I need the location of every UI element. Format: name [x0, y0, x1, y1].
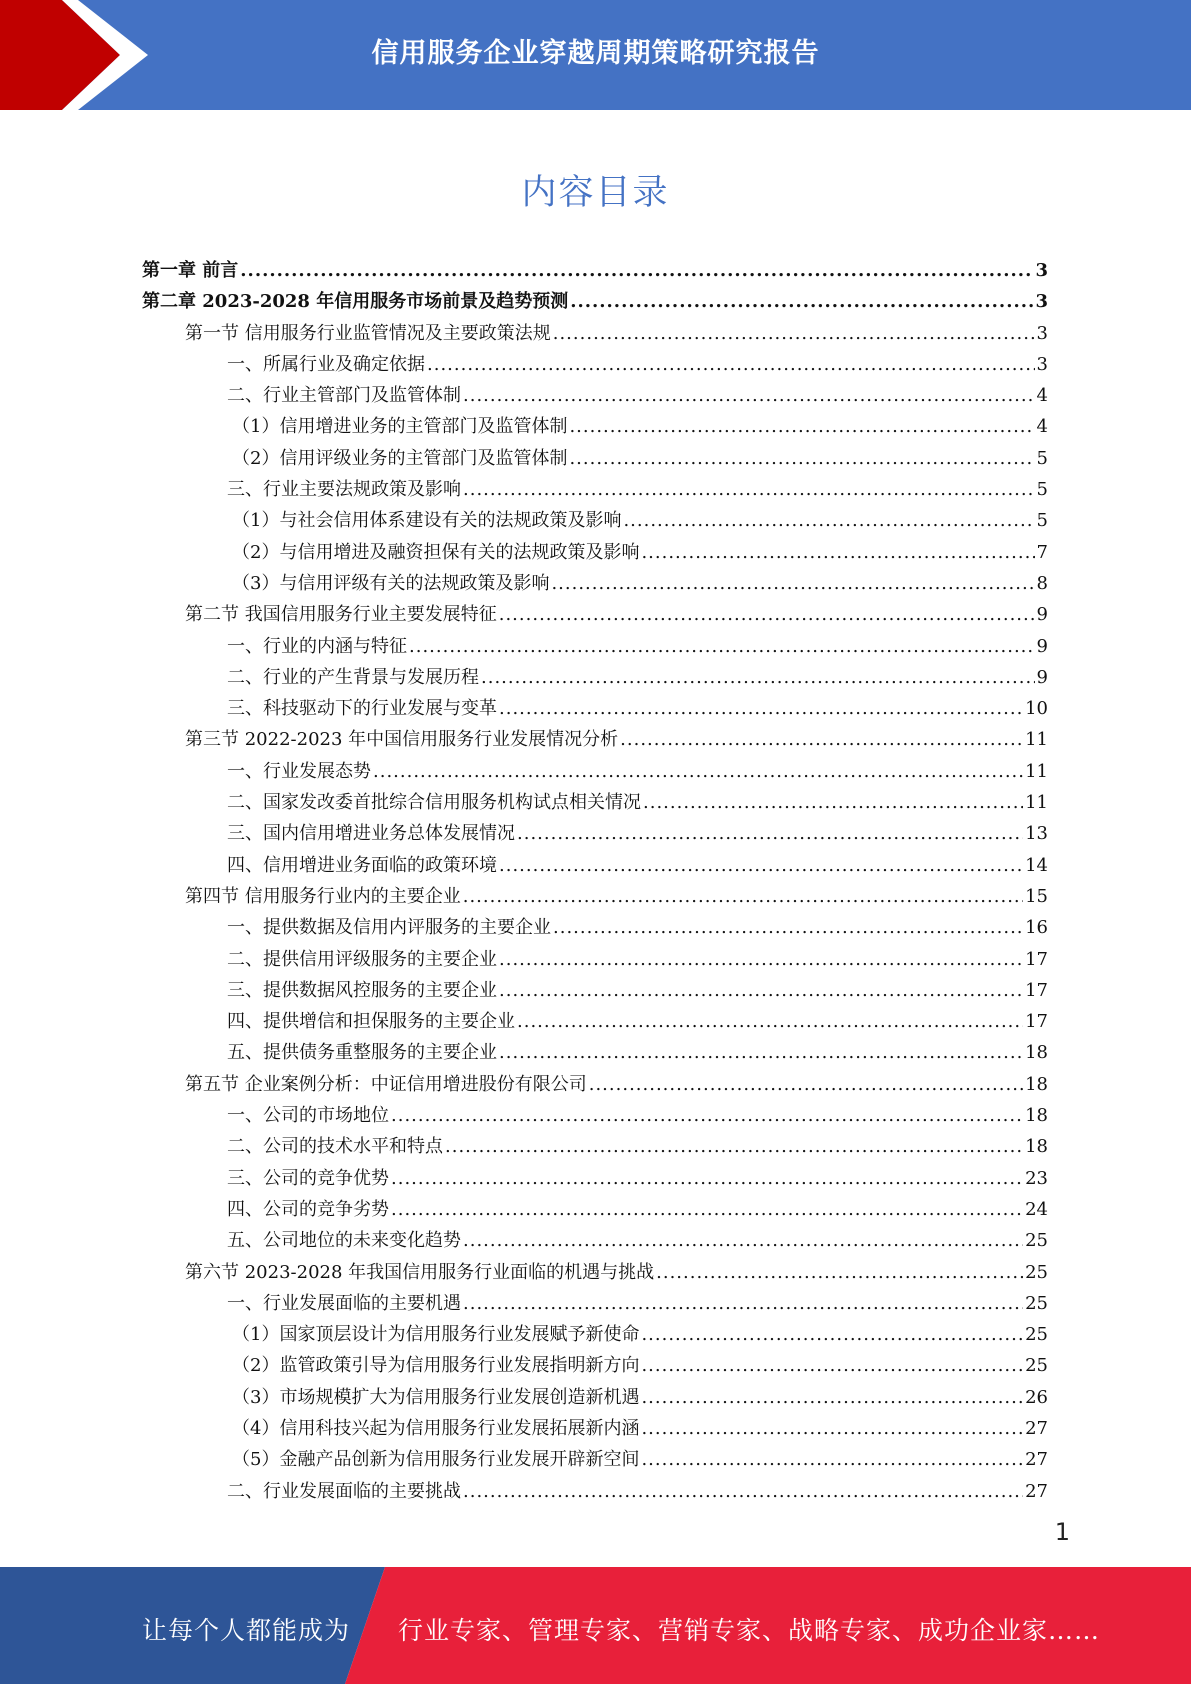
toc-entry-title: 第三节 2022-2023 年中国信用服务行业发展情况分析 — [185, 729, 619, 751]
footer-band — [0, 1567, 1191, 1684]
toc-leader-dots — [643, 787, 1023, 818]
table-of-contents — [142, 255, 1048, 1507]
toc-entry[interactable] — [142, 568, 1048, 599]
toc-entry-page: 3 — [1036, 353, 1048, 375]
toc-entry-title: 一、公司的市场地位 — [227, 1105, 389, 1127]
toc-leader-dots — [499, 599, 1035, 630]
toc-entry-title: 二、行业发展面临的主要挑战 — [227, 1480, 461, 1502]
toc-entry[interactable] — [142, 1100, 1048, 1131]
toc-entry[interactable] — [142, 443, 1048, 474]
toc-entry-page: 4 — [1036, 385, 1048, 407]
toc-entry[interactable] — [142, 944, 1048, 975]
toc-entry[interactable] — [142, 1131, 1048, 1162]
toc-entry-page: 11 — [1025, 792, 1048, 814]
toc-entry-title: 第四节 信用服务行业内的主要企业 — [185, 885, 461, 907]
toc-entry-page: 25 — [1025, 1355, 1048, 1377]
page-number: 1 — [1054, 1518, 1070, 1546]
toc-entry-page: 18 — [1025, 1073, 1048, 1095]
toc-entry[interactable] — [142, 349, 1048, 380]
toc-leader-dots — [641, 1350, 1023, 1381]
toc-entry[interactable] — [142, 1225, 1048, 1256]
toc-entry-page: 11 — [1025, 729, 1048, 751]
toc-entry[interactable] — [142, 380, 1048, 411]
toc-entry[interactable] — [142, 1257, 1048, 1288]
toc-entry-title: 四、信用增进业务面临的政策环境 — [227, 854, 497, 876]
toc-entry-page: 25 — [1025, 1230, 1048, 1252]
toc-leader-dots — [589, 1069, 1023, 1100]
toc-entry[interactable] — [142, 537, 1048, 568]
toc-entry-page: 25 — [1025, 1324, 1048, 1346]
toc-entry-title: 三、提供数据风控服务的主要企业 — [227, 979, 497, 1001]
toc-leader-dots — [641, 1319, 1023, 1350]
toc-entry-page: 9 — [1036, 604, 1048, 626]
toc-entry-title: 五、公司地位的未来变化趋势 — [227, 1230, 461, 1252]
toc-entry[interactable] — [142, 1037, 1048, 1068]
toc-leader-dots — [391, 1100, 1023, 1131]
toc-leader-dots — [517, 1006, 1023, 1037]
toc-entry-title: 一、行业的内涵与特征 — [227, 635, 407, 657]
toc-leader-dots — [656, 1257, 1023, 1288]
footer-slogan-left: 让每个人都能成为 — [142, 1616, 351, 1645]
toc-entry-page: 25 — [1025, 1261, 1048, 1283]
toc-entry[interactable] — [142, 1444, 1048, 1475]
toc-entry-title: 第六节 2023-2028 年我国信用服务行业面临的机遇与挑战 — [185, 1261, 655, 1283]
toc-entry-title: （2）与信用增进及融资担保有关的法规政策及影响 — [232, 541, 640, 563]
toc-leader-dots — [499, 1037, 1023, 1068]
toc-leader-dots — [499, 693, 1023, 724]
toc-leader-dots — [499, 944, 1023, 975]
toc-entry-title: 三、公司的竞争优势 — [227, 1167, 389, 1189]
toc-leader-dots — [569, 411, 1034, 442]
toc-entry[interactable] — [142, 631, 1048, 662]
toc-entry-page: 23 — [1025, 1167, 1048, 1189]
toc-leader-dots — [391, 1163, 1023, 1194]
toc-leader-dots — [641, 1413, 1023, 1444]
toc-entry-title: 四、提供增信和担保服务的主要企业 — [227, 1011, 515, 1033]
toc-entry-title: （1）国家顶层设计为信用服务行业发展赋予新使命 — [232, 1324, 640, 1346]
toc-entry-page: 17 — [1025, 1011, 1048, 1033]
toc-entry[interactable] — [142, 1319, 1048, 1350]
toc-entry-page: 7 — [1036, 541, 1048, 563]
toc-leader-dots — [240, 255, 1033, 286]
toc-leader-dots — [445, 1131, 1023, 1162]
toc-leader-dots — [463, 380, 1035, 411]
report-title: 信用服务企业穿越周期策略研究报告 — [371, 38, 820, 69]
toc-leader-dots — [463, 1225, 1023, 1256]
toc-leader-dots — [463, 474, 1035, 505]
toc-leader-dots — [623, 505, 1034, 536]
toc-leader-dots — [499, 850, 1023, 881]
toc-entry-title: 二、提供信用评级服务的主要企业 — [227, 948, 497, 970]
toc-entry[interactable] — [142, 286, 1048, 317]
toc-entry-title: 第一章 前言 — [142, 260, 239, 281]
toc-entry-page: 3 — [1035, 260, 1048, 281]
toc-entry-title: 五、提供债务重整服务的主要企业 — [227, 1042, 497, 1064]
toc-entry[interactable] — [142, 1350, 1048, 1381]
toc-entry-page: 11 — [1025, 760, 1048, 782]
toc-entry-title: （3）与信用评级有关的法规政策及影响 — [232, 572, 550, 594]
toc-entry-title: （1）信用增进业务的主管部门及监管体制 — [232, 416, 568, 438]
toc-leader-dots — [641, 537, 1034, 568]
header-band — [0, 0, 1191, 110]
toc-entry-page: 26 — [1025, 1386, 1048, 1408]
toc-entry-page: 10 — [1025, 698, 1048, 720]
toc-entry-page: 5 — [1036, 447, 1048, 469]
toc-entry-title: （5）金融产品创新为信用服务行业发展开辟新空间 — [232, 1449, 640, 1471]
toc-entry[interactable] — [142, 850, 1048, 881]
toc-entry-page: 24 — [1025, 1198, 1048, 1220]
toc-entry-page: 27 — [1025, 1480, 1048, 1502]
toc-entry-title: 一、行业发展面临的主要机遇 — [227, 1292, 461, 1314]
toc-entry[interactable] — [142, 881, 1048, 912]
toc-entry-page: 27 — [1025, 1417, 1048, 1439]
toc-leader-dots — [569, 443, 1034, 474]
toc-entry-title: 三、行业主要法规政策及影响 — [227, 479, 461, 501]
toc-entry-page: 9 — [1036, 666, 1048, 688]
toc-entry[interactable] — [142, 318, 1048, 349]
toc-entry-title: 四、公司的竞争劣势 — [227, 1198, 389, 1220]
toc-entry-title: （2）监管政策引导为信用服务行业发展指明新方向 — [232, 1355, 640, 1377]
toc-entry[interactable] — [142, 1194, 1048, 1225]
toc-entry-title: 三、国内信用增进业务总体发展情况 — [227, 823, 515, 845]
toc-entry-title: 一、提供数据及信用内评服务的主要企业 — [227, 917, 551, 939]
toc-leader-dots — [391, 1194, 1023, 1225]
toc-leader-dots — [499, 975, 1023, 1006]
toc-entry[interactable] — [142, 474, 1048, 505]
toc-entry-page: 18 — [1025, 1105, 1048, 1127]
toc-leader-dots — [427, 349, 1035, 380]
footer-slogan-right: 行业专家、管理专家、营销专家、战略专家、成功企业家…… — [398, 1616, 1101, 1645]
toc-title: 内容目录 — [521, 173, 670, 213]
toc-entry[interactable] — [142, 662, 1048, 693]
toc-entry[interactable] — [142, 975, 1048, 1006]
toc-entry-title: （4）信用科技兴起为信用服务行业发展拓展新内涵 — [232, 1417, 640, 1439]
toc-entry[interactable] — [142, 756, 1048, 787]
toc-entry-title: （1）与社会信用体系建设有关的法规政策及影响 — [232, 510, 622, 532]
toc-entry[interactable] — [142, 1069, 1048, 1100]
toc-leader-dots — [409, 631, 1035, 662]
toc-entry-page: 16 — [1025, 917, 1048, 939]
toc-entry-page: 5 — [1036, 510, 1048, 532]
toc-entry[interactable] — [142, 1288, 1048, 1319]
toc-entry[interactable] — [142, 599, 1048, 630]
toc-entry[interactable] — [142, 1476, 1048, 1507]
toc-entry[interactable] — [142, 1382, 1048, 1413]
toc-entry-page: 17 — [1025, 979, 1048, 1001]
toc-entry-page: 27 — [1025, 1449, 1048, 1471]
toc-entry-title: 二、国家发改委首批综合信用服务机构试点相关情况 — [227, 792, 641, 814]
toc-leader-dots — [481, 662, 1035, 693]
toc-leader-dots — [463, 1288, 1023, 1319]
toc-entry-title: 第二章 2023-2028 年信用服务市场前景及趋势预测 — [142, 291, 569, 313]
toc-leader-dots — [551, 568, 1034, 599]
toc-entry[interactable] — [142, 411, 1048, 442]
toc-entry[interactable] — [142, 1163, 1048, 1194]
toc-entry-page: 8 — [1036, 572, 1048, 594]
toc-leader-dots — [553, 318, 1035, 349]
toc-entry-title: 第一节 信用服务行业监管情况及主要政策法规 — [185, 322, 551, 344]
toc-entry-title: （3）市场规模扩大为信用服务行业发展创造新机遇 — [232, 1386, 640, 1408]
toc-entry-page: 25 — [1025, 1292, 1048, 1314]
toc-entry-page: 3 — [1036, 322, 1048, 344]
toc-entry-title: 第五节 企业案例分析：中证信用增进股份有限公司 — [185, 1073, 587, 1095]
toc-entry-title: （2）信用评级业务的主管部门及监管体制 — [232, 447, 568, 469]
toc-entry[interactable] — [142, 818, 1048, 849]
toc-entry-page: 17 — [1025, 948, 1048, 970]
toc-entry[interactable] — [142, 693, 1048, 724]
toc-leader-dots — [620, 724, 1023, 755]
toc-entry-title: 三、科技驱动下的行业发展与变革 — [227, 698, 497, 720]
toc-entry-page: 15 — [1025, 885, 1048, 907]
toc-entry[interactable] — [142, 255, 1048, 286]
toc-leader-dots — [463, 1476, 1023, 1507]
toc-entry-page: 13 — [1025, 823, 1048, 845]
toc-entry[interactable] — [142, 505, 1048, 536]
toc-entry-title: 第二节 我国信用服务行业主要发展特征 — [185, 604, 497, 626]
toc-entry-page: 9 — [1036, 635, 1048, 657]
toc-leader-dots — [553, 912, 1023, 943]
toc-entry[interactable] — [142, 1413, 1048, 1444]
toc-leader-dots — [641, 1382, 1023, 1413]
toc-entry-page: 18 — [1025, 1136, 1048, 1158]
toc-leader-dots — [641, 1444, 1023, 1475]
toc-entry-title: 二、行业主管部门及监管体制 — [227, 385, 461, 407]
toc-leader-dots — [517, 818, 1023, 849]
toc-entry[interactable] — [142, 1006, 1048, 1037]
toc-entry-page: 5 — [1036, 479, 1048, 501]
toc-entry[interactable] — [142, 787, 1048, 818]
toc-leader-dots — [570, 286, 1033, 317]
toc-entry-page: 14 — [1025, 854, 1048, 876]
toc-entry-title: 一、行业发展态势 — [227, 760, 371, 782]
toc-leader-dots — [463, 881, 1023, 912]
toc-entry-title: 二、行业的产生背景与发展历程 — [227, 666, 479, 688]
toc-entry-page: 3 — [1035, 291, 1048, 313]
toc-entry-page: 4 — [1036, 416, 1048, 438]
toc-entry-page: 18 — [1025, 1042, 1048, 1064]
toc-entry-title: 一、所属行业及确定依据 — [227, 353, 425, 375]
toc-entry[interactable] — [142, 724, 1048, 755]
toc-entry[interactable] — [142, 912, 1048, 943]
toc-entry-title: 二、公司的技术水平和特点 — [227, 1136, 443, 1158]
toc-leader-dots — [373, 756, 1023, 787]
